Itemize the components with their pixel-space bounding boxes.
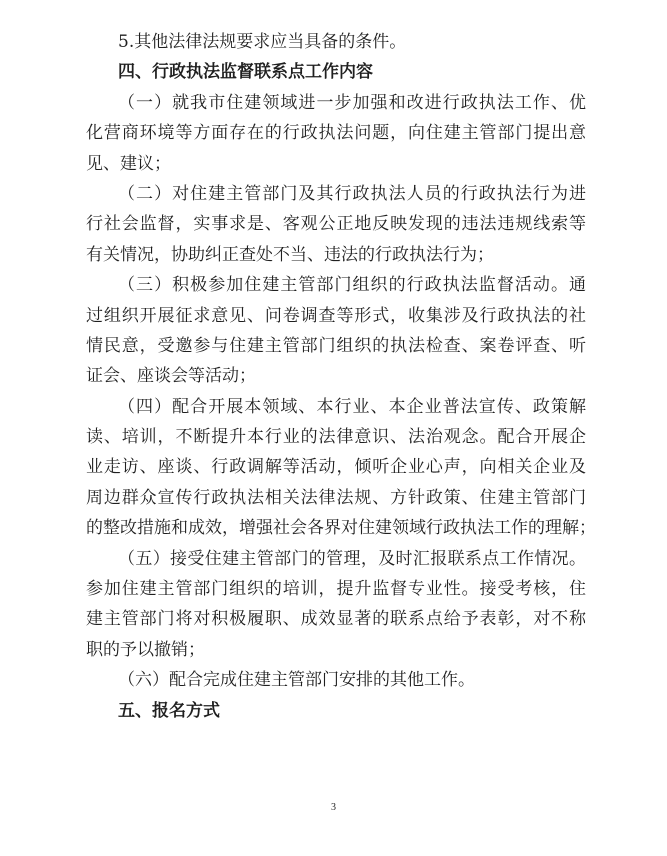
paragraph-line: 建主管部门将对积极履职、成效显著的联系点给予表彰，对不称 [86,609,586,630]
page-number: 3 [331,802,336,813]
paragraph-line: 读、培训，不断提升本行业的法律意识、法治观念。配合开展企 [86,427,586,448]
paragraph-line: 情民意，受邀参与住建主管部门组织的执法检查、案卷评查、听 [86,335,586,356]
paragraph-line: 周边群众宣传行政执法相关法律法规、方针政策、住建主管部门 [86,487,586,508]
paragraph-4 [86,392,596,544]
paragraph-5 [86,544,586,666]
paragraph-line: 业走访、座谈、行政调解等活动，倾听企业心声，向相关企业及 [86,457,586,478]
paragraph-line: （一）就我市住建领域进一步加强和改进行政执法工作、优 [118,92,586,113]
paragraph-line: 过组织开展征求意见、问卷调查等形式，收集涉及行政执法的社 [86,305,586,326]
paragraph-line: （三）积极参加住建主管部门组织的行政执法监督活动。通 [118,275,586,296]
paragraph-line: （六）配合完成住建主管部门安排的其他工作。 [118,670,475,691]
paragraph-3 [86,270,586,392]
paragraph-6 [86,665,586,695]
section-4-heading: 四、行政执法监督联系点工作内容 [118,62,373,83]
paragraph-line: 参加住建主管部门组织的培训，提升监督专业性。接受考核，住 [86,579,586,600]
paragraph-line: 职的予以撤销； [86,639,205,660]
paragraph-line: 化营商环境等方面存在的行政执法问题，向住建主管部门提出意 [86,123,586,144]
paragraph-line: 见、建议； [86,153,171,174]
section-5-heading: 五、报名方式 [118,700,220,721]
paragraph-2 [86,179,586,270]
paragraph-line: 的整改措施和成效，增强社会各界对住建领域行政执法工作的理解； [86,518,596,539]
intro-condition-line: 5.其他法律法规要求应当具备的条件。 [118,32,407,52]
paragraph-1 [86,88,586,179]
paragraph-line: 证会、座谈会等活动； [86,366,256,387]
paragraph-line: （五）接受住建主管部门的管理，及时汇报联系点工作情况。 [118,548,586,569]
paragraph-line: （二）对住建主管部门及其行政执法人员的行政执法行为进 [118,183,586,204]
paragraph-line: （四）配合开展本领域、本行业、本企业普法宣传、政策解 [118,396,586,417]
paragraph-line: 有关情况，协助纠正查处不当、违法的行政执法行为； [86,244,494,265]
paragraph-line: 行社会监督，实事求是、客观公正地反映发现的违法违规线索等 [86,214,586,235]
document-body [86,27,596,726]
